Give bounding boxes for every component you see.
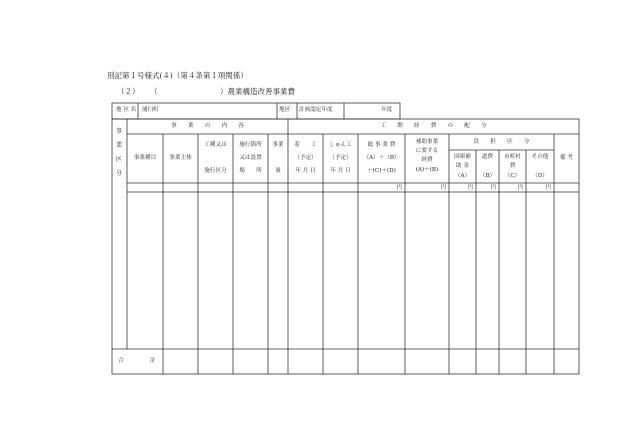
subtitle-text: ）農業構造改善事業費 bbox=[220, 87, 295, 96]
total-label-b: 計 bbox=[150, 358, 156, 364]
subtitle-paren-open: （ bbox=[150, 87, 158, 96]
col-jigyou-shutai: 事業主体 bbox=[169, 155, 192, 161]
region-value: 浦臼町 bbox=[142, 107, 159, 113]
col-chakko-1: 着 工 bbox=[294, 142, 317, 148]
year-suffix: 年度 bbox=[381, 107, 393, 113]
col-chakko-3: 年 月 日 bbox=[295, 168, 316, 174]
group-kouki-header: 工 期 経 費 の 配 分 bbox=[380, 123, 487, 129]
yen-kuni: 円 bbox=[467, 185, 473, 191]
col-sonota-1: その他 bbox=[531, 154, 549, 160]
col-sou-1: 総 事 業 費 bbox=[367, 142, 396, 148]
yen-sonota: 円 bbox=[545, 185, 551, 191]
col-sou-2: （A）＋（B） bbox=[363, 155, 400, 161]
subtitle-number: （２） bbox=[117, 87, 140, 96]
col-basho-3: 場 所 bbox=[239, 168, 262, 174]
col-kuni-1: 国庫補 bbox=[454, 154, 471, 160]
col-hojo-1: 補助事業 bbox=[415, 139, 439, 145]
yen-shichoson: 円 bbox=[517, 185, 523, 191]
futan-label: 負 担 区 分 bbox=[473, 139, 530, 145]
col-biko: 備 考 bbox=[560, 155, 573, 161]
col-ryou-2: 量 bbox=[275, 168, 281, 174]
col-hojo-4: (A)＋(B) bbox=[415, 167, 439, 173]
yen-dou: 円 bbox=[490, 185, 496, 191]
col-sou-3: ＋(C)＋(D) bbox=[367, 168, 396, 174]
district-label: 地区 bbox=[279, 107, 291, 113]
col-shunko-2: （予定） bbox=[329, 155, 352, 161]
col-koushu-2: 施行区分 bbox=[204, 168, 227, 174]
col-hojo-2: に要する bbox=[415, 148, 439, 154]
col-shunko-1: しゅん工 bbox=[329, 142, 352, 148]
yen-sou: 円 bbox=[396, 185, 402, 191]
form-title: 別記第１号様式(４)（第４条第１項関係） bbox=[107, 71, 248, 80]
total-label-a: 合 bbox=[118, 358, 124, 364]
col-dou-2: （B） bbox=[479, 173, 496, 179]
col-koushu-1: 工種又は bbox=[204, 142, 227, 148]
yen-hojo: 円 bbox=[440, 185, 446, 191]
group-jigyou-header: 事 業 の 内 容 bbox=[171, 123, 244, 129]
col-sonota-2: （D） bbox=[532, 173, 548, 179]
col-shichoson-3: （C） bbox=[504, 173, 521, 179]
col-ryou-1: 事業 bbox=[272, 142, 284, 148]
side-label-3: 区 bbox=[115, 156, 122, 163]
side-label-2: 業 bbox=[115, 142, 122, 149]
region-label: 地 区 名 bbox=[116, 107, 137, 113]
col-shichoson-2: 費 bbox=[509, 163, 516, 169]
col-basho-2: 又は設置 bbox=[239, 155, 262, 161]
col-kuni-2: 助 金 bbox=[456, 163, 469, 169]
col-shichoson-1: 市町村 bbox=[504, 154, 521, 160]
plan-year-label: 計画認定年度 bbox=[299, 107, 333, 113]
side-label-4: 分 bbox=[115, 170, 122, 177]
col-shunko-3: 年 月 日 bbox=[330, 168, 351, 174]
col-hojo-3: 経費 bbox=[421, 157, 433, 163]
col-dou-1: 道費 bbox=[481, 154, 494, 160]
col-kuni-3: （A） bbox=[454, 173, 471, 179]
col-basho-1: 施行箇所 bbox=[239, 142, 262, 148]
col-chakko-2: （予定） bbox=[294, 155, 317, 161]
side-label-1: 事 bbox=[115, 128, 122, 135]
col-jigyou-shumoku: 事業種目 bbox=[133, 155, 157, 161]
